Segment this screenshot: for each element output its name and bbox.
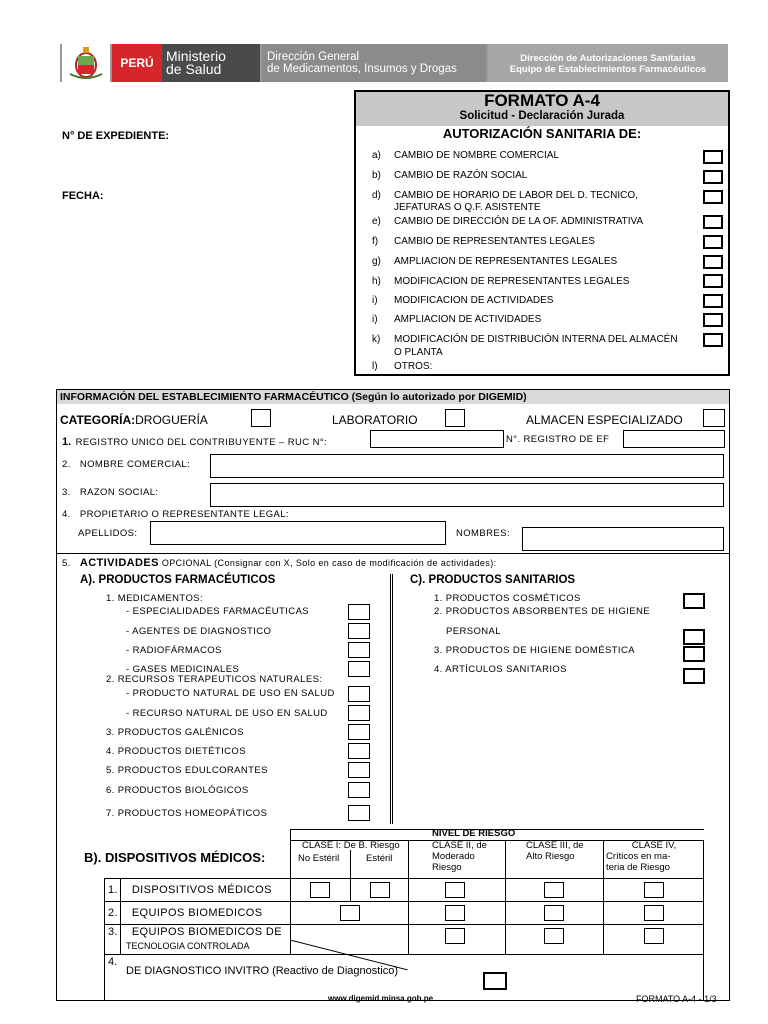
registro-ef-label: N°. REGISTRO DE EF xyxy=(506,434,610,445)
checkbox-dm-clase4[interactable] xyxy=(644,882,664,898)
option-text: JEFATURAS O Q.F. ASISTENTE xyxy=(394,202,541,213)
almacen-label: ALMACEN ESPECIALIZADO xyxy=(526,413,683,427)
device-row-3 xyxy=(108,926,282,938)
checkbox-ebtc-clase4[interactable] xyxy=(644,928,664,944)
apellidos-label: APELLIDOS: xyxy=(78,528,138,539)
san-item-domestica: 3. PRODUCTOS DE HIGIENE DOMÉSTICA xyxy=(434,645,635,656)
san-item-articulos: 4. ARTÍCULOS SANITARIOS xyxy=(434,664,567,675)
registro-ef-input[interactable] xyxy=(623,430,725,448)
risk-col-line xyxy=(408,840,409,878)
device-row-2 xyxy=(108,907,262,919)
das-line-1: Dirección de Autorizaciones Sanitarias xyxy=(520,53,696,64)
section-divider xyxy=(57,553,729,554)
nombre-comercial-input[interactable] xyxy=(210,454,724,478)
column-divider xyxy=(390,574,393,824)
option-key: l) xyxy=(372,361,378,372)
clase3-line: Alto Riesgo xyxy=(526,851,575,862)
risk-col-line xyxy=(505,840,506,878)
san-item-absorbentes: 2. PRODUCTOS ABSORBENTES DE HIGIENE xyxy=(434,606,651,617)
farm-item-recursos: 2. RECURSOS TERAPEUTICOS NATURALES: xyxy=(106,674,323,685)
ruc-label: REGISTRO UNICO DEL CONTRIBUYENTE – RUC N°: xyxy=(75,437,328,448)
checkbox-option-j[interactable] xyxy=(703,313,723,327)
device-col-line xyxy=(703,878,704,1000)
option-d-cont xyxy=(372,202,692,214)
checkbox-almacen[interactable] xyxy=(703,409,725,427)
categoria-row xyxy=(60,413,208,427)
option-a xyxy=(372,150,692,162)
device-row-line xyxy=(104,924,704,925)
option-text: CAMBIO DE NOMBRE COMERCIAL xyxy=(394,150,560,161)
autorizacion-heading: AUTORIZACIÓN SANITARIA DE: xyxy=(442,126,642,141)
option-b xyxy=(372,170,692,182)
option-key: i) xyxy=(372,295,378,306)
checkbox-ebtc-clase2[interactable] xyxy=(445,928,465,944)
checkbox-option-i[interactable] xyxy=(703,294,723,308)
direccion-general-label xyxy=(262,44,486,82)
checkbox-biologicos[interactable] xyxy=(348,782,370,798)
option-e xyxy=(372,216,692,228)
option-k-cont xyxy=(372,347,692,359)
farm-item-producto-natural: - PRODUCTO NATURAL DE USO EN SALUD xyxy=(126,688,335,699)
propietario-label: PROPIETARIO O REPRESENTANTE LEGAL: xyxy=(79,509,289,520)
farm-item-dieteticos: 4. PRODUCTOS DIETÉTICOS xyxy=(106,746,246,757)
checkbox-agentes[interactable] xyxy=(348,623,370,639)
checkbox-option-e[interactable] xyxy=(703,215,723,229)
option-g xyxy=(372,256,692,268)
option-key: k) xyxy=(372,334,381,345)
actividades-number: 5. xyxy=(62,558,71,569)
farm-item-medicamentos: 1. MEDICAMENTOS: xyxy=(106,593,204,604)
device-row-line xyxy=(104,901,704,902)
device-row-4-text: DE DIAGNOSTICO INVITRO (Reactivo de Diagnostico) xyxy=(126,965,399,977)
device-row-number: 3. xyxy=(108,926,118,938)
device-row-1 xyxy=(108,884,272,896)
clase2-line: Moderado xyxy=(432,851,475,862)
formato-subtitle: Solicitud - Declaración Jurada xyxy=(459,110,625,122)
farm-item-edulcorantes: 5. PRODUCTOS EDULCORANTES xyxy=(106,765,268,776)
clase4-line: teria de Riesgo xyxy=(606,862,670,873)
no-esteril-label: No Estéril xyxy=(298,853,340,864)
option-d xyxy=(372,190,692,202)
checkbox-domestica[interactable] xyxy=(683,646,705,662)
sanitarios-title: C). PRODUCTOS SANITARIOS xyxy=(410,574,576,586)
checkbox-eb-clase2[interactable] xyxy=(445,905,465,921)
dispositivos-title: B). DISPOSITIVOS MÉDICOS: xyxy=(84,850,266,865)
checkbox-cosmeticos[interactable] xyxy=(683,593,705,609)
footer-page: FORMATO A-4 - 1/3 xyxy=(636,994,717,1004)
nombres-input[interactable] xyxy=(522,527,724,551)
checkbox-drogueria[interactable] xyxy=(251,409,271,427)
checkbox-eb-clase1[interactable] xyxy=(340,905,360,921)
das-line-2: Equipo de Establecimientos Farmacéuticos xyxy=(509,64,707,75)
option-i xyxy=(372,295,692,307)
option-key: a) xyxy=(372,150,381,161)
option-key: e) xyxy=(372,216,381,227)
checkbox-dieteticos[interactable] xyxy=(348,743,370,759)
ruc-input[interactable] xyxy=(370,430,504,448)
device-row-4-number: 4. xyxy=(108,956,118,968)
propietario-row xyxy=(62,509,289,520)
option-text: MODIFICACION DE ACTIVIDADES xyxy=(394,295,554,306)
checkbox-gases[interactable] xyxy=(348,661,370,677)
clase3-label xyxy=(526,840,584,862)
option-key: d) xyxy=(372,190,381,201)
option-text: CAMBIO DE HORARIO DE LABOR DEL D. TECNICO, xyxy=(394,190,638,201)
info-heading: INFORMACIÓN DEL ESTABLECIMIENTO FARMACÉUTICO (Según lo autorizado por DIGEMID) xyxy=(57,390,729,404)
ministerio-line-1: Ministerio xyxy=(166,48,226,64)
razon-row xyxy=(62,487,158,498)
drogueria-label: DROGUERÍA xyxy=(135,413,208,427)
option-key: b) xyxy=(372,170,381,181)
device-row-number: 1. xyxy=(108,884,118,896)
farm-item-recurso-natural: - RECURSO NATURAL DE USO EN SALUD xyxy=(126,708,328,719)
checkbox-option-k[interactable] xyxy=(703,333,723,347)
option-text: AMPLIACION DE REPRESENTANTES LEGALES xyxy=(394,256,618,267)
device-col-line xyxy=(603,878,604,954)
footer-url[interactable]: www.digemid.minsa.gob.pe xyxy=(328,994,434,1003)
apellidos-input[interactable] xyxy=(150,521,446,545)
dg-line-2: de Medicamentos, Insumos y Drogas xyxy=(267,63,457,75)
checkbox-radiofarmacos[interactable] xyxy=(348,642,370,658)
clase2-label xyxy=(432,840,487,873)
nivel-riesgo-label: NIVEL DE RIESGO xyxy=(432,828,516,839)
option-text: AMPLIACION DE ACTIVIDADES xyxy=(394,314,542,325)
ministerio-line-2: de Salud xyxy=(166,61,222,77)
checkbox-option-f[interactable] xyxy=(703,235,723,249)
option-key: i) xyxy=(372,314,378,325)
option-text: OTROS: xyxy=(394,361,433,372)
actividades-label: ACTIVIDADES xyxy=(79,557,159,569)
option-text: CAMBIO DE DIRECCIÓN DE LA OF. ADMINISTRATIVA xyxy=(394,216,644,227)
option-text: CAMBIO DE RAZÓN SOCIAL xyxy=(394,170,528,181)
checkbox-dm-clase3[interactable] xyxy=(544,882,564,898)
option-text: MODIFICACIÓN DE DISTRIBUCIÓN INTERNA DEL ALMACÉN xyxy=(394,334,678,345)
checkbox-dm-clase2[interactable] xyxy=(445,882,465,898)
checkbox-especialidades[interactable] xyxy=(348,604,370,620)
farm-item-agentes: - AGENTES DE DIAGNOSTICO xyxy=(126,626,272,637)
nombre-row xyxy=(62,459,190,470)
nombres-label: NOMBRES: xyxy=(456,528,510,539)
checkbox-absorbentes[interactable] xyxy=(683,629,705,645)
farm-item-especialidades: - ESPECIALIDADES FARMACÉUTICAS xyxy=(126,606,310,617)
device-row-text: DISPOSITIVOS MÉDICOS xyxy=(131,884,272,896)
option-l xyxy=(372,361,692,373)
clase4-line: CLASE IV, xyxy=(631,840,677,851)
device-row-number: 2. xyxy=(108,907,118,919)
direccion-autorizaciones-label xyxy=(488,44,728,82)
clase2-line: CLASE II, de xyxy=(432,840,487,851)
expediente-label: N° DE EXPEDIENTE: xyxy=(62,130,170,142)
formato-title: FORMATO A-4 xyxy=(484,91,600,110)
risk-col-line xyxy=(703,840,704,878)
dg-line-1: Dirección General xyxy=(267,51,360,63)
option-text: CAMBIO DE REPRESENTANTES LEGALES xyxy=(394,236,595,247)
peru-label: PERÚ xyxy=(112,44,162,82)
checkbox-option-h[interactable] xyxy=(703,274,723,288)
farm-item-radiofarmacos: - RADIOFÁRMACOS xyxy=(126,645,222,656)
risk-col-line xyxy=(350,850,351,878)
checkbox-option-g[interactable] xyxy=(703,255,723,269)
checkbox-galenicos[interactable] xyxy=(348,724,370,740)
risk-col-line xyxy=(603,840,604,878)
risk-col-line xyxy=(290,829,291,878)
checkbox-eb-clase3[interactable] xyxy=(544,905,564,921)
farm-item-homeopaticos: 7. PRODUCTOS HOMEOPÁTICOS xyxy=(106,808,268,819)
ruc-number: 1. xyxy=(62,436,72,448)
checkbox-articulos[interactable] xyxy=(683,668,705,684)
clase4-label xyxy=(606,840,702,873)
clase4-line: Críticos en ma- xyxy=(606,851,671,862)
device-col-line xyxy=(505,878,506,954)
checkbox-producto-natural[interactable] xyxy=(348,686,370,702)
checkbox-option-b[interactable] xyxy=(703,170,723,184)
razon-number: 3. xyxy=(62,487,71,498)
option-f xyxy=(372,236,692,248)
fecha-label: FECHA: xyxy=(62,190,104,202)
farm-item-biologicos: 6. PRODUCTOS BIOLÓGICOS xyxy=(106,785,249,796)
laboratorio-label: LABORATORIO xyxy=(332,413,418,427)
option-key: f) xyxy=(372,236,379,247)
nombre-number: 2. xyxy=(62,459,71,470)
actividades-row xyxy=(62,557,497,569)
option-j xyxy=(372,314,692,326)
razon-label: RAZON SOCIAL: xyxy=(79,487,159,498)
farm-item-gases: - GASES MEDICINALES xyxy=(126,664,240,675)
clase2-line: Riesgo xyxy=(432,862,462,873)
option-key: g) xyxy=(372,256,381,267)
ruc-row xyxy=(62,432,327,450)
checkbox-dm-no-esteril[interactable] xyxy=(310,882,330,898)
esteril-label: Estéril xyxy=(366,853,393,864)
option-k xyxy=(372,334,692,346)
checkbox-dm-esteril[interactable] xyxy=(370,882,390,898)
farmaceuticos-title: A). PRODUCTOS FARMACÉUTICOS xyxy=(80,574,276,586)
checkbox-option-d[interactable] xyxy=(703,190,723,204)
checkbox-homeopaticos[interactable] xyxy=(348,805,370,821)
devices-table xyxy=(104,878,704,1000)
razon-social-input[interactable] xyxy=(210,483,724,507)
checkbox-laboratorio[interactable] xyxy=(445,409,465,427)
categoria-label: CATEGORÍA: xyxy=(60,413,136,427)
device-row-text: EQUIPOS BIOMEDICOS DE xyxy=(131,926,283,938)
nombre-label: NOMBRE COMERCIAL: xyxy=(79,459,191,470)
prop-number: 4. xyxy=(62,509,71,520)
checkbox-ebtc-clase3[interactable] xyxy=(544,928,564,944)
checkbox-edulcorantes[interactable] xyxy=(348,762,370,778)
option-h xyxy=(372,276,692,288)
option-text: MODIFICACION DE REPRESENTANTES LEGALES xyxy=(394,276,630,287)
checkbox-option-a[interactable] xyxy=(703,150,723,164)
farm-item-galenicos: 3. PRODUCTOS GALÉNICOS xyxy=(106,727,244,738)
option-text: O PLANTA xyxy=(394,347,443,358)
clase3-line: CLASE III, de xyxy=(526,840,584,851)
option-key: h) xyxy=(372,276,381,287)
ministerio-label xyxy=(162,44,260,82)
checkbox-diagnostico-invitro[interactable] xyxy=(483,972,507,990)
clase1-label: CLASE I: De B. Riesgo xyxy=(302,840,400,851)
device-col-line xyxy=(408,878,409,954)
formato-title-band xyxy=(356,92,728,126)
device-row-text: EQUIPOS BIOMEDICOS xyxy=(131,907,263,919)
checkbox-recurso-natural[interactable] xyxy=(348,705,370,721)
checkbox-eb-clase4[interactable] xyxy=(644,905,664,921)
actividades-note: OPCIONAL (Consignar con X, Solo en caso de modificación de actividades): xyxy=(161,558,497,568)
san-item-cosmeticos: 1. PRODUCTOS COSMÉTICOS xyxy=(434,593,581,604)
device-col-line xyxy=(350,878,351,901)
device-row-3-sub: TECNOLOGIA CONTROLADA xyxy=(126,941,250,951)
coat-of-arms-icon xyxy=(62,44,110,82)
san-item-personal: PERSONAL xyxy=(446,626,501,637)
